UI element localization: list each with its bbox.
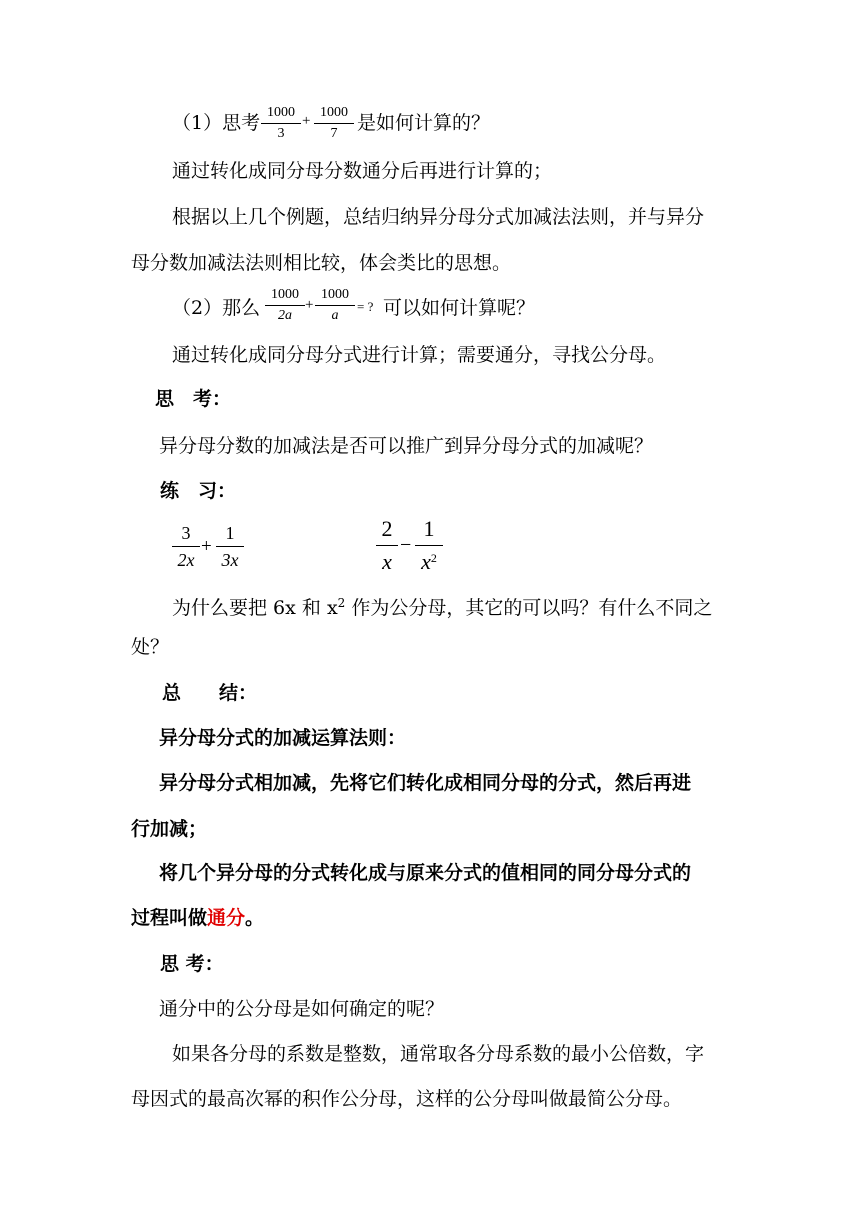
question-2-suffix-text: 可以如何计算呢？ [383, 297, 536, 319]
numerator: 1000 [267, 105, 295, 120]
denominator: 7 [330, 126, 338, 141]
fraction-bar [376, 545, 398, 546]
why-text-and: 和 [295, 597, 327, 619]
paragraph-1-line-1: 根据以上几个例题，总结归纳异分母分式加减法法则，并与异分 [172, 206, 705, 228]
why-6x: 6x [273, 597, 296, 619]
rule-2-prefix: 过程叫做 [131, 907, 208, 929]
why-text-2: 作为公分母，其它的可以吗？有什么不同之 [345, 597, 713, 619]
heading-think-1: 思 考： [155, 388, 232, 410]
fraction-1000-over-2a [265, 288, 305, 323]
fraction-bar [261, 123, 301, 124]
question-2-prefix: （2）那么 [172, 297, 261, 319]
fraction-1-over-x-squared [415, 518, 443, 573]
paragraph-1-line-2: 母分数加减法法则相比较，体会类比的思想。 [131, 252, 512, 274]
rule-1-line-1: 异分母分式相加减，先将它们转化成相同分母的分式，然后再进 [159, 772, 692, 794]
fraction-bar [415, 545, 443, 546]
numerator: 1000 [320, 105, 348, 120]
heading-practice: 练 习： [160, 480, 237, 502]
final-paragraph-line-1: 如果各分母的系数是整数，通常取各分母系数的最小公倍数，字 [172, 1043, 705, 1065]
question-2-suffix [383, 296, 535, 320]
answer-2: 通过转化成同分母分式进行计算；需要通分，寻找公分母。 [172, 344, 667, 366]
why-x: x [326, 597, 338, 619]
minus-sign: − [400, 534, 412, 556]
fraction-1000-over-3 [261, 106, 301, 141]
denominator [415, 551, 443, 573]
question-1-prefix: （1）思考 [172, 112, 261, 134]
plus-sign: + [305, 297, 314, 313]
fraction-3-over-2x [172, 524, 200, 569]
numerator: 1000 [271, 287, 299, 302]
numerator: 2 [381, 516, 393, 541]
fraction-bar [172, 546, 200, 547]
plus-sign: + [302, 113, 311, 129]
denominator: 3x [221, 550, 239, 570]
why-text-1: 为什么要把 [172, 597, 274, 619]
denominator: x [382, 549, 392, 574]
denominator-exponent: 2 [430, 551, 437, 565]
fraction-1000-over-7 [314, 106, 354, 141]
equals-question: = ? [357, 299, 374, 314]
fraction-2-over-x [376, 518, 398, 573]
question-1 [172, 111, 260, 135]
rule-2-line-1: 将几个异分母的分式转化成与原来分式的值相同的同分母分式的 [159, 862, 692, 884]
fraction-1000-over-a [315, 288, 355, 323]
final-paragraph-line-2: 母因式的最高次幂的积作公分母，这样的公分母叫做最简公分母。 [131, 1088, 683, 1110]
fraction-bar [315, 305, 355, 306]
why-question-line-2: 处？ [131, 636, 170, 658]
numerator: 1 [225, 523, 235, 543]
answer-1: 通过转化成同分母分数通分后再进行计算的； [172, 160, 553, 182]
plus-sign: + [201, 536, 212, 557]
question-1-suffix [357, 111, 490, 135]
fraction-1-over-3x [216, 524, 244, 569]
heading-summary: 总 结： [162, 682, 258, 704]
denominator-base: x [421, 549, 431, 574]
question-2 [172, 296, 260, 320]
denominator: 2x [177, 550, 195, 570]
denominator: 3 [277, 126, 285, 141]
denominator: a [331, 308, 339, 323]
why-exponent: 2 [337, 596, 346, 610]
think-2-text: 通分中的公分母是如何确定的呢？ [159, 998, 445, 1020]
fraction-bar [265, 305, 305, 306]
numerator: 1 [423, 516, 435, 541]
question-1-suffix-text: 是如何计算的？ [357, 112, 491, 134]
rule-2-line-2 [131, 906, 264, 930]
fraction-bar [216, 546, 244, 547]
rule-1-line-2: 行加减； [131, 818, 208, 840]
rule-title: 异分母分式的加减运算法则： [159, 727, 407, 749]
denominator: 2a [278, 308, 292, 323]
think-1-text: 异分母分数的加减法是否可以推广到异分母分式的加减呢？ [159, 435, 654, 457]
heading-think-2: 思 考： [160, 953, 224, 975]
numerator: 3 [181, 523, 191, 543]
fraction-bar [314, 123, 354, 124]
rule-2-suffix: 。 [245, 907, 265, 929]
numerator: 1000 [321, 287, 349, 302]
why-question-line-1 [172, 591, 712, 620]
term-tongfen: 通分 [207, 907, 246, 929]
